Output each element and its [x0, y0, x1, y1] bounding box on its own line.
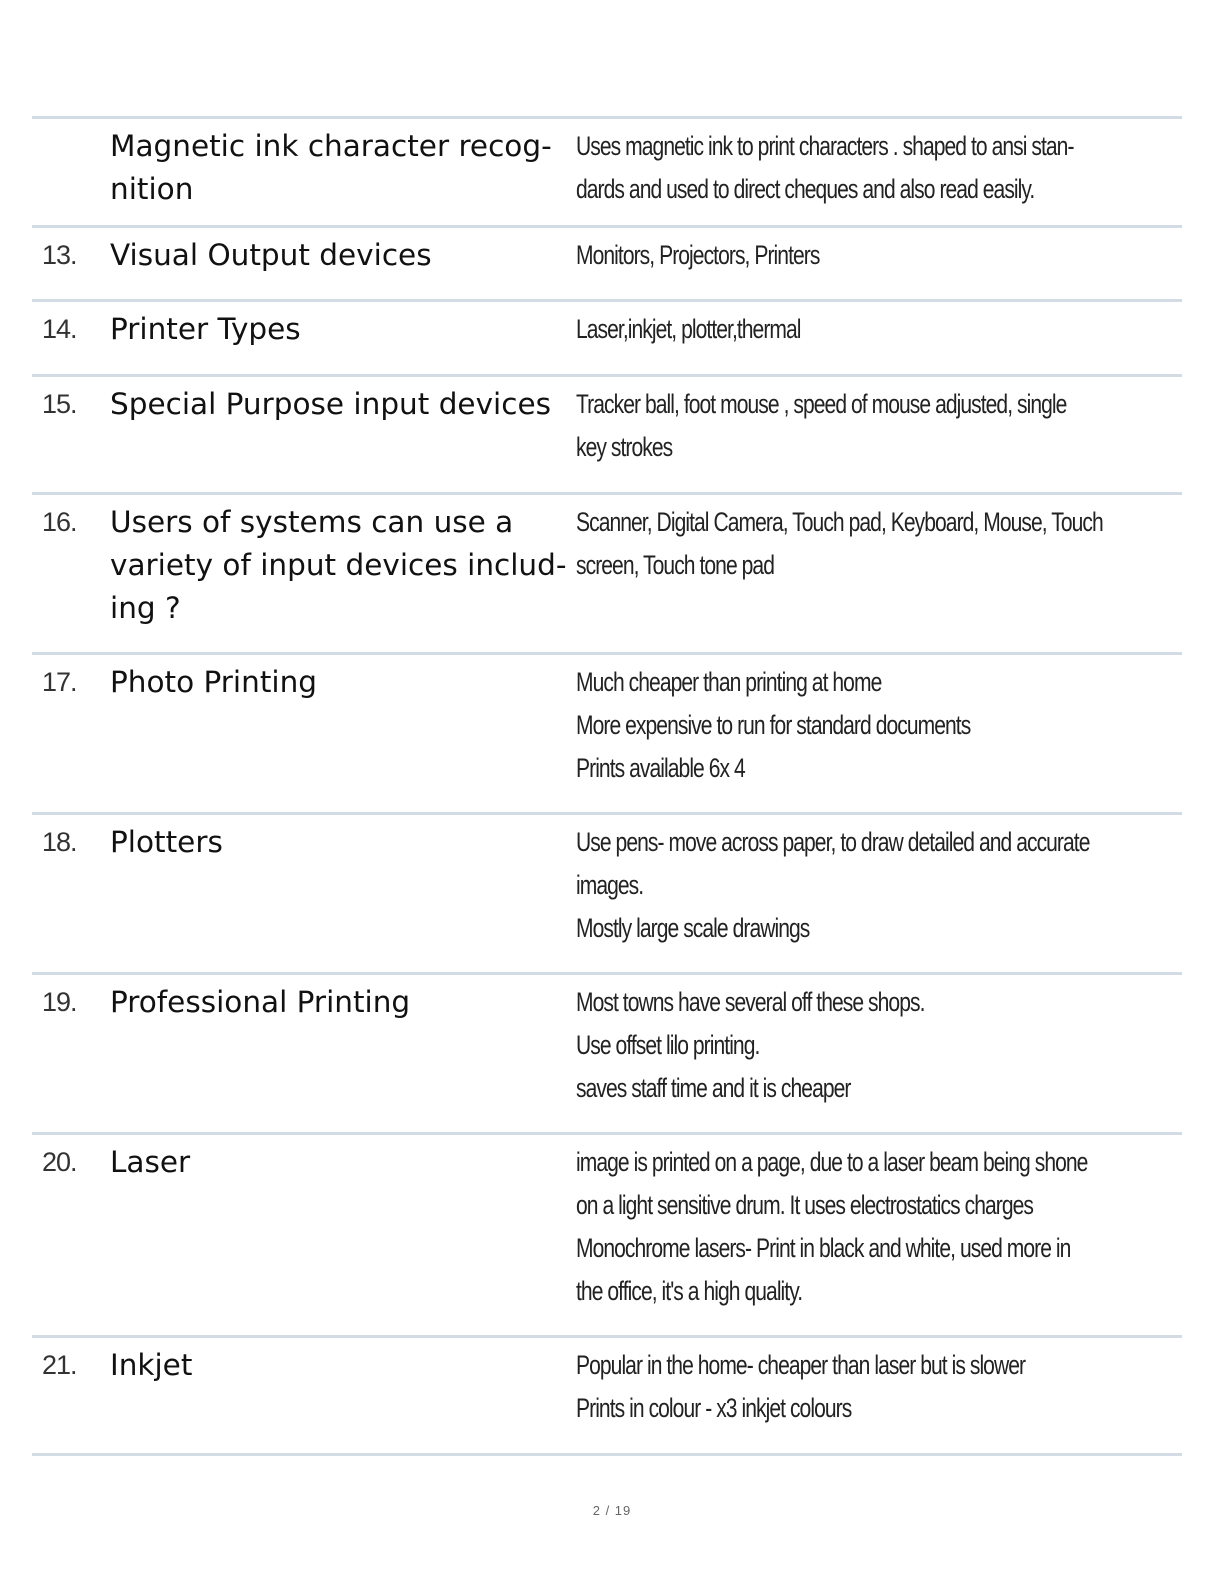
row-number: 18. [42, 827, 77, 857]
description-line: screen, Touch tone pad [576, 550, 774, 580]
description-line: images. [576, 870, 644, 900]
row-term [110, 661, 576, 812]
description-line: Popular in the home- cheaper than laser but is slower [576, 1350, 1026, 1380]
description-line: Most towns have several off these shops. [576, 987, 925, 1017]
description-line: Much cheaper than printing at home [576, 667, 882, 697]
glossary-table [32, 116, 1182, 1456]
row-number: 15. [42, 389, 77, 419]
page-indicator: 2 / 19 [592, 1503, 632, 1518]
description-line: Use pens- move across paper, to draw detailed and accurate [576, 827, 1090, 857]
description-line: dards and used to direct cheques and also read easily. [576, 174, 1035, 204]
table-row [32, 302, 1182, 377]
description-line: Monochrome lasers- Print in black and white, used more in [576, 1233, 1071, 1263]
table-row [32, 495, 1182, 655]
row-description [576, 501, 1224, 652]
description-line: saves staff time and it is cheaper [576, 1073, 851, 1103]
term-line: variety of input devices includ- [110, 548, 567, 582]
description-line: key strokes [576, 432, 673, 462]
row-term [110, 308, 576, 374]
row-description [576, 1141, 1224, 1335]
description-line: More expensive to run for standard documents [576, 710, 971, 740]
table-row [32, 377, 1182, 495]
term-line: Professional Printing [110, 985, 411, 1019]
term-line: ing ? [110, 591, 181, 625]
table-row [32, 119, 1182, 228]
row-description [576, 125, 1214, 225]
description-line: Monitors, Projectors, Printers [576, 240, 820, 270]
row-term [110, 234, 576, 299]
description-line: Uses magnetic ink to print characters . shaped to ansi stan- [576, 131, 1074, 161]
description-line: image is printed on a page, due to a laser beam being shone [576, 1147, 1088, 1177]
term-line: Users of systems can use a [110, 505, 514, 539]
term-line: Special Purpose input devices [110, 387, 551, 421]
table-row [32, 975, 1182, 1135]
term-line: Visual Output devices [110, 238, 432, 272]
description-line: Mostly large scale drawings [576, 913, 810, 943]
row-number: 16. [42, 507, 77, 537]
row-term [110, 981, 576, 1132]
row-number: 21. [42, 1350, 77, 1380]
row-description [576, 981, 1182, 1132]
row-description [576, 821, 1224, 972]
term-line: Laser [110, 1145, 191, 1179]
row-number: 19. [42, 987, 77, 1017]
term-line: Plotters [110, 825, 223, 859]
row-number: 20. [42, 1147, 77, 1177]
row-number: 17. [42, 667, 77, 697]
term-line: Printer Types [110, 312, 301, 346]
table-row [32, 228, 1182, 302]
description-line: Scanner, Digital Camera, Touch pad, Keyboard, Mouse, Touch [576, 507, 1103, 537]
row-description [576, 383, 1205, 492]
term-line: Photo Printing [110, 665, 318, 699]
row-term [110, 501, 576, 652]
row-description [576, 308, 1182, 374]
row-number: 13. [42, 240, 77, 270]
table-row [32, 815, 1182, 975]
row-description [576, 234, 1182, 299]
row-term [110, 125, 576, 225]
row-term [110, 821, 576, 972]
row-description [576, 661, 1182, 812]
row-term [110, 1141, 576, 1335]
row-term [110, 1344, 576, 1453]
row-term [110, 383, 576, 492]
row-description [576, 1344, 1182, 1453]
table-row [32, 655, 1182, 815]
term-line: Inkjet [110, 1348, 193, 1382]
row-number: 14. [42, 314, 77, 344]
term-line: nition [110, 172, 194, 206]
term-line: Magnetic ink character recog- [110, 129, 552, 163]
table-row [32, 1338, 1182, 1456]
description-line: Prints available 6x 4 [576, 753, 745, 783]
description-line: Tracker ball, foot mouse , speed of mouse adjusted, single [576, 389, 1067, 419]
description-line: on a light sensitive drum. It uses electrostatics charges [576, 1190, 1034, 1220]
description-line: Prints in colour - x3 inkjet colours [576, 1393, 852, 1423]
description-line: Laser,inkjet, plotter,thermal [576, 314, 801, 344]
description-line: the office, it's a high quality. [576, 1276, 803, 1306]
row-number [32, 125, 110, 225]
description-line: Use offset lilo printing. [576, 1030, 760, 1060]
table-row [32, 1135, 1182, 1338]
